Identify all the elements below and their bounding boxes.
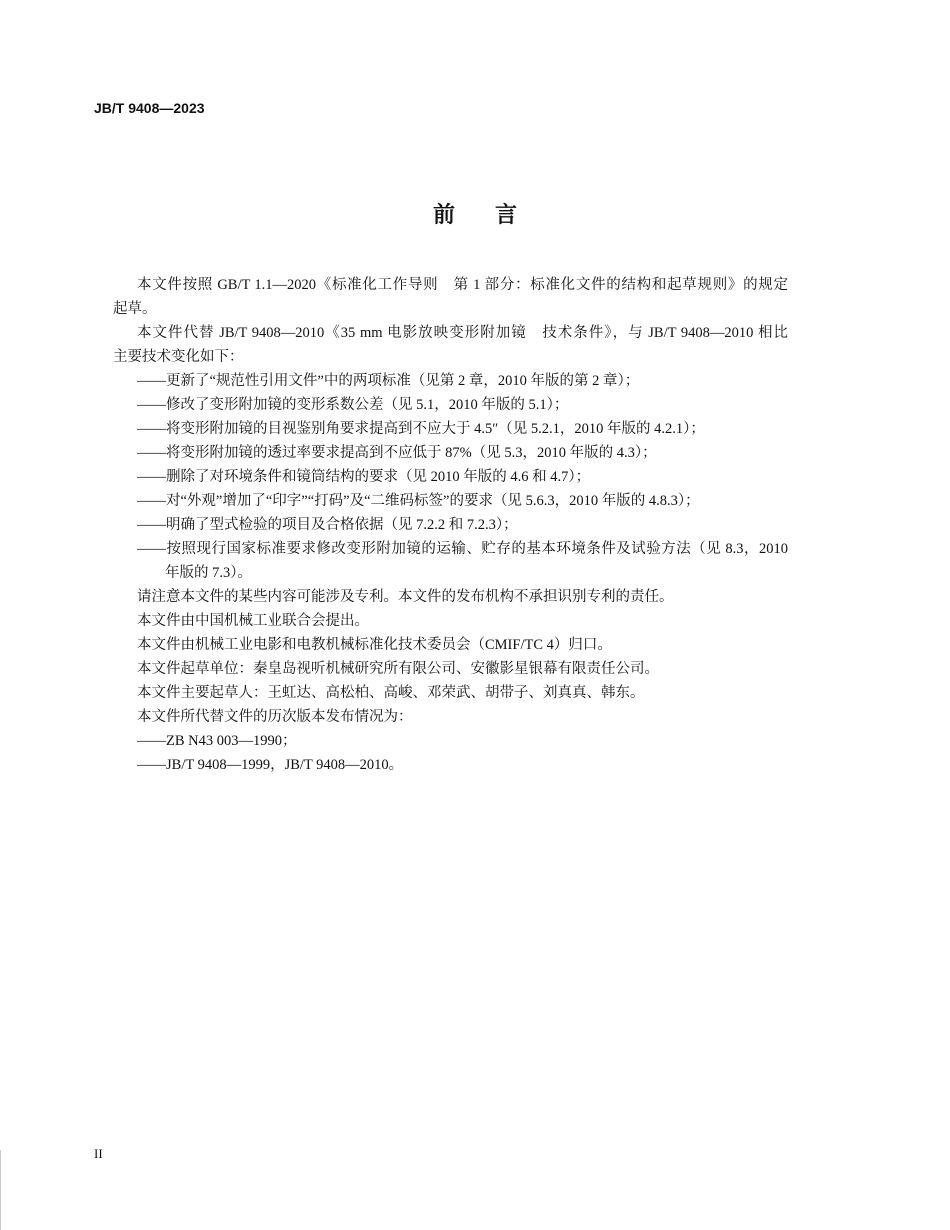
list-item: ——删除了对环境条件和镜筒结构的要求（见 2010 年版的 4.6 和 4.7）； — [137, 469, 591, 485]
list-item: ——明确了型式检验的项目及合格依据（见 7.2.2 和 7.2.3）； — [137, 517, 518, 533]
paragraph-line: 本文件起草单位：秦皇岛视听机械研究所有限公司、安徽影星银幕有限责任公司。 — [137, 661, 659, 677]
paragraph-line: 本文件所代替文件的历次版本发布情况为： — [137, 709, 413, 725]
list-item: ——修改了变形附加镜的变形系数公差（见 5.1，2010 年版的 5.1）； — [137, 397, 569, 413]
page-title: 前言 — [432, 203, 557, 228]
paragraph-line: 本文件按照 GB/T 1.1—2020《标准化工作导则 第 1 部分：标准化文件的结构和起草规则》的规定 — [137, 277, 788, 293]
paragraph-line: 起草。 — [113, 301, 157, 317]
list-item: ——按照现行国家标准要求修改变形附加镜的运输、贮存的基本环境条件及试验方法（见 8.3，2010 — [137, 541, 788, 557]
page-number: II — [94, 1146, 103, 1161]
list-item: ——ZB N43 003—1990； — [137, 733, 297, 749]
list-item: ——将变形附加镜的目视鉴别角要求提高到不应大于 4.5″（见 5.2.1，2010 年版的 4.2.1）； — [137, 421, 705, 437]
paragraph-line: 请注意本文件的某些内容可能涉及专利。本文件的发布机构不承担识别专利的责任。 — [137, 589, 674, 605]
page-edge-divider — [0, 1150, 1, 1230]
paragraph-line: 主要技术变化如下： — [113, 349, 244, 365]
paragraph-line: 本文件主要起草人：王虹达、高松柏、高峻、邓荣武、胡带子、刘真真、韩东。 — [137, 685, 645, 701]
paragraph-line: 本文件由机械工业电影和电教机械标准化技术委员会（CMIF/TC 4）归口。 — [137, 637, 612, 653]
document-code: JB/T 9408—2023 — [94, 100, 205, 116]
list-item: ——对“外观”增加了“印字”“打码”及“二维码标签”的要求（见 5.6.3，2010 年版的 4.8.3）； — [137, 493, 700, 509]
list-item: ——更新了“规范性引用文件”中的两项标准（见第 2 章，2010 年版的第 2 章）； — [137, 373, 640, 389]
list-item: ——将变形附加镜的透过率要求提高到不应低于 87%（见 5.3，2010 年版的 4.3）； — [137, 445, 657, 461]
list-item: ——JB/T 9408—1999，JB/T 9408—2010。 — [137, 757, 404, 773]
list-item-continuation: 年版的 7.3）。 — [165, 565, 252, 581]
paragraph-line: 本文件代替 JB/T 9408—2010《35 mm 电影放映变形附加镜 技术条件》，与 JB/T 9408—2010 相比 — [137, 325, 788, 341]
paragraph-line: 本文件由中国机械工业联合会提出。 — [137, 613, 369, 629]
